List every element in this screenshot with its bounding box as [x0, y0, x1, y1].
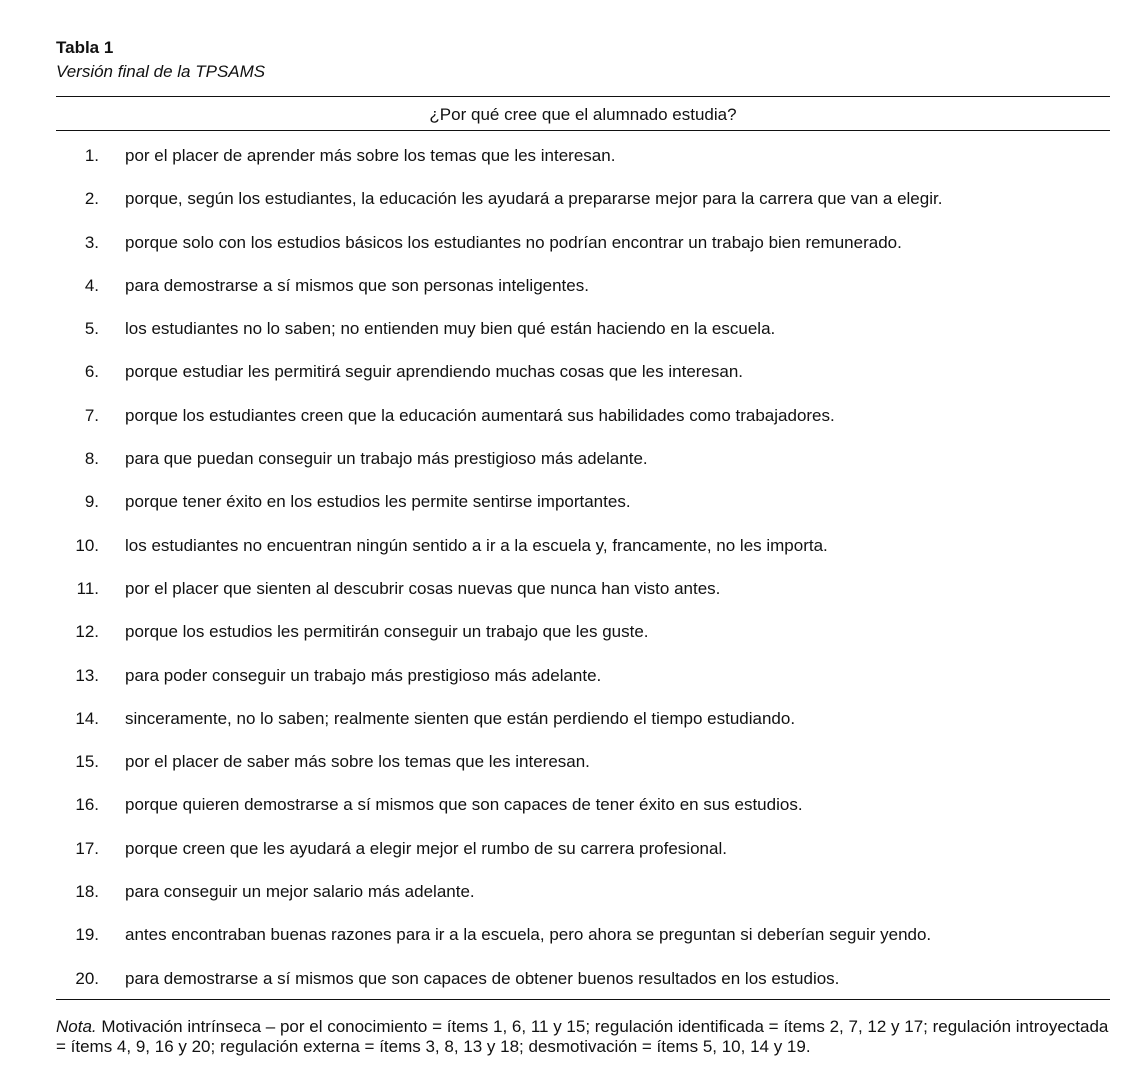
item-number: 19.	[75, 925, 99, 945]
item-number: 11.	[76, 578, 99, 598]
item-number: 18.	[75, 882, 99, 902]
table-row	[56, 524, 1110, 567]
table-row	[56, 264, 1110, 307]
table-label: Tabla 1	[56, 38, 114, 57]
table-row	[56, 783, 1110, 826]
item-number: 17.	[75, 838, 99, 858]
item-text: para demostrarse a sí mismos que son capaces de obtener buenos resultados en los estudios.	[125, 968, 840, 988]
table-top-rule	[56, 96, 1110, 97]
table-row	[56, 697, 1110, 740]
item-text: porque solo con los estudios básicos los estudiantes no podrían encontrar un trabajo bien remunerado.	[125, 232, 902, 252]
item-number: 4.	[84, 275, 99, 295]
table-caption: Versión final de la TPSAMS	[56, 62, 266, 81]
item-number: 10.	[75, 535, 99, 555]
table-row	[56, 957, 1110, 1000]
item-text: por el placer de saber más sobre los temas que les interesan.	[125, 752, 590, 772]
table-row	[56, 177, 1110, 220]
item-text: para poder conseguir un trabajo más prestigioso más adelante.	[125, 665, 602, 685]
item-number: 1.	[84, 146, 99, 165]
item-number: 9.	[84, 492, 99, 512]
item-text: porque, según los estudiantes, la educación les ayudará a prepararse mejor para la carrera que van a elegir.	[125, 189, 943, 209]
table-row	[56, 870, 1110, 913]
item-number: 14.	[75, 708, 99, 728]
note-text: Motivación intrínseca – por el conocimiento = ítems 1, 6, 11 y 15; regulación identificada = ítems 2, 7, 12 y 17; regulación introyectada = ítems 4, 9, 16 y 20; regulación externa = ítems 3, 8, 13 y 18; desmotivación = ítems 5, 10, 14 y 19.	[56, 1017, 1109, 1056]
table-row	[56, 913, 1110, 956]
item-number: 5.	[84, 319, 99, 339]
table-row	[56, 827, 1110, 870]
item-number: 6.	[84, 362, 99, 382]
table-row	[56, 567, 1110, 610]
table-note	[56, 1017, 1110, 1057]
table-row	[56, 221, 1110, 264]
item-number: 8.	[84, 449, 99, 469]
item-text: para que puedan conseguir un trabajo más prestigioso más adelante.	[125, 449, 648, 469]
item-number: 15.	[75, 752, 99, 772]
item-text: porque los estudios les permitirán conseguir un trabajo que les guste.	[125, 622, 649, 642]
item-number: 20.	[75, 968, 99, 988]
table-row	[56, 134, 1110, 177]
table-row	[56, 740, 1110, 783]
item-text: para demostrarse a sí mismos que son personas inteligentes.	[125, 275, 589, 295]
item-text: los estudiantes no lo saben; no entienden muy bien qué están haciendo en la escuela.	[125, 319, 776, 339]
table-row	[56, 610, 1110, 653]
table-item-list	[56, 134, 1110, 1000]
item-number: 7.	[84, 405, 99, 425]
item-text: los estudiantes no encuentran ningún sentido a ir a la escuela y, francamente, no les importa.	[125, 535, 828, 555]
table-column-header: ¿Por qué cree que el alumnado estudia?	[429, 105, 737, 124]
item-text: porque los estudiantes creen que la educación aumentará sus habilidades como trabajadores.	[125, 405, 835, 425]
item-number: 16.	[75, 795, 99, 815]
item-text: por el placer que sienten al descubrir cosas nuevas que nunca han visto antes.	[125, 578, 721, 598]
item-text: porque quieren demostrarse a sí mismos que son capaces de tener éxito en sus estudios.	[125, 795, 803, 815]
item-text: para conseguir un mejor salario más adelante.	[125, 882, 475, 902]
item-text: sinceramente, no lo saben; realmente sienten que están perdiendo el tiempo estudiando.	[125, 708, 796, 728]
note-label: Nota.	[56, 1017, 97, 1036]
table-header-rule	[56, 130, 1110, 131]
item-text: antes encontraban buenas razones para ir a la escuela, pero ahora se preguntan si deberían seguir yendo.	[125, 925, 932, 945]
table-row	[56, 350, 1110, 393]
item-text: porque estudiar les permitirá seguir aprendiendo muchas cosas que les interesan.	[125, 362, 744, 382]
table-row	[56, 307, 1110, 350]
table-bottom-rule	[56, 999, 1110, 1000]
item-text: porque tener éxito en los estudios les permite sentirse importantes.	[125, 492, 631, 512]
item-text: por el placer de aprender más sobre los temas que les interesan.	[125, 146, 616, 165]
item-number: 13.	[75, 665, 99, 685]
item-number: 2.	[84, 189, 99, 209]
item-number: 3.	[84, 232, 99, 252]
item-text: porque creen que les ayudará a elegir mejor el rumbo de su carrera profesional.	[125, 838, 727, 858]
table-row	[56, 437, 1110, 480]
table-row	[56, 394, 1110, 437]
item-number: 12.	[75, 622, 99, 642]
table-row	[56, 654, 1110, 697]
table-row	[56, 480, 1110, 523]
